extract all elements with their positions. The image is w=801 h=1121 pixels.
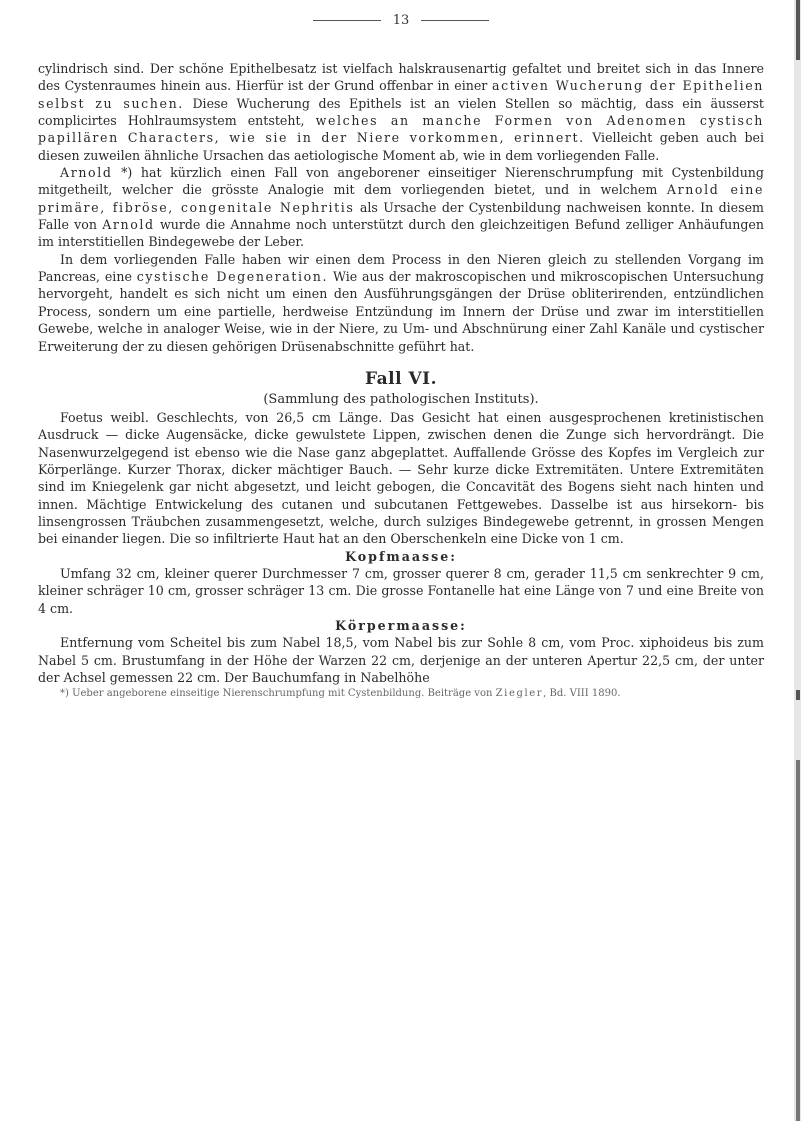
paragraph-5: Umfang 32 cm, kleiner querer Durchmesser 7 cm, grosser querer 8 cm, gerader 11,5 cm senkrechter 9 cm, kleiner schräger 10 cm, grosser schräger 13 cm. Die grosse Fontanelle hat eine Länge von 7 und eine Breite von 4 cm.: [38, 565, 764, 616]
header-rule-left: [313, 20, 381, 21]
paragraph-1: cylindrisch sind. Der schöne Epithelbesatz ist vielfach halskrausenartig gefaltet und breitet sich in das Innere des Cystenraumes hinein aus. Hierfür ist der Grund offenbar in einer activen Wucherung der Epithelien selbst zu suchen. Diese Wucherung des Epithels ist an vielen Stellen so mächtig, dass ein äusserst complicirtes Hohlraumsystem entsteht, welches an manche Formen von Adenomen cystisch papillären Characters, wie sie in der Niere vorkommen, erinnert. Vielleicht geben auch bei diesen zuweilen ähnliche Ursachen das aetiologische Moment ab, wie in dem vorliegenden Falle.: [38, 61, 764, 163]
header-rule-right: [421, 20, 489, 21]
page-body: [38, 60, 764, 701]
scan-edge-mark-mid: [796, 690, 800, 700]
page-number: 13: [392, 13, 410, 28]
paragraph-3: In dem vorliegenden Falle haben wir einen dem Process in den Nieren gleich zu stellenden Vorgang im Pancreas, eine cystische Degeneration. Wie aus der makroscopischen und mikroscopischen Untersuchung hervorgeht, handelt es sich nicht um einen den Ausführungsgängen der Drüse obliterirenden, entzündlichen Process, sondern um eine partielle, herdweise Entzündung im Innern der Drüse und zwar im interstitiellen Gewebe, welche in analoger Weise, wie in der Niere, zu Um- und Abschnürung einer Zahl Kanäle und cystischer Erweiterung der zu diesen gehörigen Drüsenabschnitte geführt hat.: [38, 251, 764, 354]
scan-edge-mark-bottom: [796, 760, 800, 1121]
scan-edge: [794, 0, 801, 1121]
paragraph-2: Arnold *) hat kürzlich einen Fall von angeborener einseitiger Nierenschrumpfung mit Cystenbildung mitgetheilt, welcher die grösste Analogie mit dem vorliegenden bietet, und in welchem Arnold eine primäre, fibröse, congenitale Nephritis als Ursache der Cystenbildung nachweisen konnte. In diesem Falle von Arnold wurde die Annahme noch unterstützt durch den gleichzeitigen Befund zelliger Anhäufungen im interstitiellen Bindegewebe der Leber.: [38, 165, 765, 250]
kopfmaasse-title: Kopfmaasse:: [345, 548, 457, 564]
footnote: *) Ueber angeborene einseitige Nierenschrumpfung mit Cystenbildung. Beiträge von Ziegler, Bd. VIII 1890.: [60, 688, 621, 700]
section-heading: Fall VI.: [364, 368, 438, 389]
page-number-header: [38, 13, 764, 28]
paragraph-4: Foetus weibl. Geschlechts, von 26,5 cm Länge. Das Gesicht hat einen ausgesprochenen kretinistischen Ausdruck — dicke Augensäcke, dicke gewulstete Lippen, zwischen denen die Zunge sich hervordrängt. Die Nasenwurzelgegend ist ebenso wie die Nase ganz abgeplattet. Auffallende Grösse des Kopfes im Vergleich zur Körperlänge. Kurzer Thorax, dicker mächtiger Bauch. — Sehr kurze dicke Extremitäten. Untere Extremitäten sind im Kniegelenk gar nicht abgesetzt, und leicht gebogen, die Concavität des Bogens sieht nach hinten und innen. Mächtige Entwickelung des cutanen und subcutanen Fettgewebes. Dasselbe ist aus hirsekorn- bis linsengrossen Träubchen zusammengesetzt, welche, durch sulziges Bindegewebe getrennt, in grossen Mengen bei einander liegen. Die so infiltrierte Haut hat an den Oberschenkeln eine Dicke von 1 cm.: [38, 409, 764, 547]
section-subheading: (Sammlung des pathologischen Instituts).: [263, 391, 539, 407]
paragraph-6: Entfernung vom Scheitel bis zum Nabel 18,5, vom Nabel bis zur Sohle 8 cm, vom Proc. xiphoideus bis zum Nabel 5 cm. Brustumfang in der Höhe der Warzen 22 cm, derjenige an der unteren Apertur 22,5 cm, der unter der Achsel gemessen 22 cm. Der Bauchumfang in Nabelhöhe: [38, 635, 764, 685]
koerpermaasse-title: Körpermaasse:: [335, 617, 467, 633]
scan-edge-mark-top: [796, 0, 800, 60]
